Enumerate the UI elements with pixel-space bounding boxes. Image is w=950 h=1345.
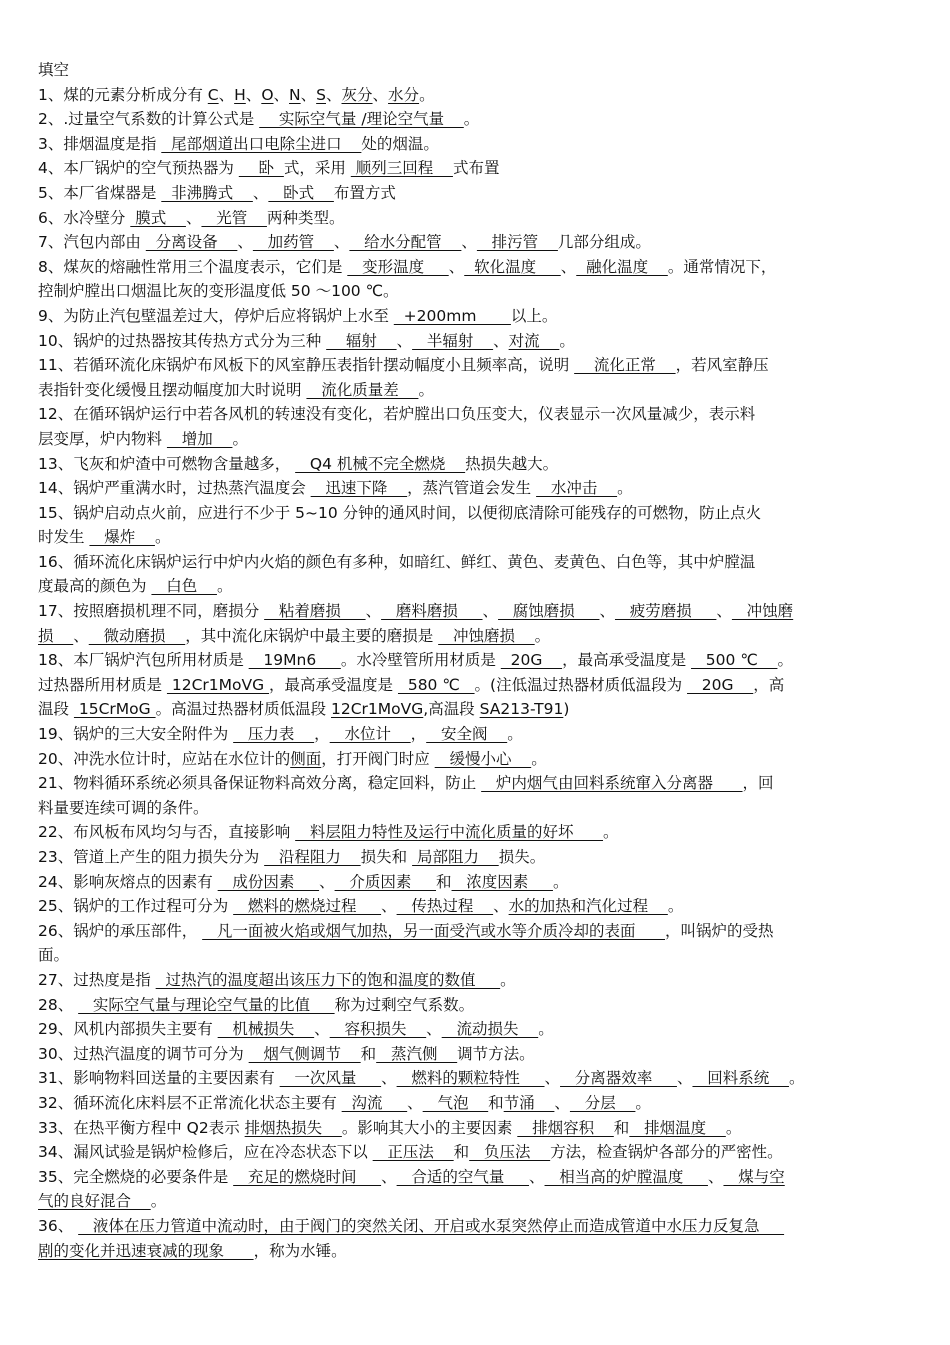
answer-blank: 尾部烟道出口电除尘进口 [161, 134, 362, 153]
answer-blank: 实际空气量与理论空气量的比值 [78, 995, 335, 1014]
question-text: ，称为水锤。 [253, 1241, 347, 1260]
text-line [38, 943, 918, 968]
question-text: ，若风室静压 [675, 356, 769, 375]
answer-blank: 安全阀 [426, 725, 508, 744]
text-line [38, 845, 918, 870]
question-text: 33、在热平衡方程中 Q2表示 [38, 1118, 245, 1137]
text-line [38, 599, 918, 624]
question-text: 。 [150, 1192, 167, 1211]
answer-blank: 合适的空气量 [396, 1167, 530, 1186]
question-text: 、 [185, 208, 202, 227]
question-text: ，回 [742, 774, 774, 793]
answer-blank: 侧面 [290, 749, 322, 768]
question-text: 。高温过热器材质低温段 [155, 700, 332, 719]
question-text: 。(注低温过热器材质低温段为 [474, 675, 688, 694]
question-text: 16、循环流化床锅炉运行中炉内火焰的颜色有多种，如暗红、鲜红、黄色、麦黄色、白色等，其中炉膛温 [38, 552, 756, 571]
answer-blank: 水位计 [329, 725, 411, 744]
text-line [38, 329, 918, 354]
question-text: 、 [381, 897, 397, 916]
answer-blank: 燃料的颗粒特性 [396, 1069, 545, 1088]
question-text: 、 [252, 183, 269, 202]
answer-blank: 成份因素 [217, 872, 320, 891]
answer-blank: 软化温度 [464, 257, 561, 276]
question-text: 。 [538, 1020, 554, 1039]
question-text: 1、煤的元素分析成分有 [38, 85, 208, 104]
question-text: 、 [676, 1069, 693, 1088]
question-text: 、 [273, 85, 290, 104]
text-line [38, 378, 918, 403]
question-text: 、 [73, 626, 89, 645]
question-text: 料量要连续可调的条件。 [38, 798, 209, 817]
text-line [38, 1189, 918, 1214]
answer-blank: C [207, 85, 219, 104]
answer-blank: 水冲击 [536, 479, 618, 498]
text-line [38, 574, 918, 599]
answer-blank: 回料系统 [692, 1069, 789, 1088]
answer-blank: 气泡 [422, 1093, 489, 1112]
question-text: 。 [463, 110, 480, 129]
question-text: 和 [360, 1044, 377, 1063]
answer-blank: 半辐射 [412, 331, 494, 350]
question-text: 和 [488, 1093, 504, 1112]
question-text: 21、物料循环系统必须具备保证物料高效分离，稳定回料，防止 [38, 774, 482, 793]
text-line [38, 83, 918, 108]
answer-blank: 机械损失 [217, 1020, 315, 1039]
question-text: 时发生 [38, 528, 90, 547]
answer-blank: 顺列三回程 [350, 159, 453, 178]
question-text: 、 [365, 602, 382, 621]
answer-blank: 白色 [151, 577, 217, 596]
answer-blank: 排烟温度 [629, 1118, 726, 1137]
question-text: 、 [544, 1069, 561, 1088]
question-text: 14、锅炉严重满水时，过热蒸汽温度会 [38, 479, 311, 498]
text-line [38, 1116, 918, 1141]
text-line [38, 870, 918, 895]
answer-blank: 燃料的燃烧过程 [233, 897, 382, 916]
question-text: 。 [507, 725, 523, 744]
question-text: 18、本厂锅炉汽包所用材质是 [38, 651, 249, 670]
answer-blank: 气的良好混合 [38, 1192, 151, 1211]
question-text: 28、 [38, 995, 79, 1014]
question-text: 、 [407, 1093, 423, 1112]
question-text: 热损失越大。 [465, 454, 559, 473]
answer-blank: 介质因素 [334, 872, 437, 891]
text-line [38, 648, 918, 673]
text-line [38, 796, 918, 821]
question-text: 22、布风板布风均匀与否，直接影响 [38, 823, 296, 842]
question-text: 。影响其大小的主要因素 [341, 1118, 518, 1137]
question-text: 4、本厂锅炉的空气预热器为 [38, 159, 239, 178]
answer-blank: N [289, 85, 301, 104]
answer-blank: 给水分配管 [349, 233, 462, 252]
question-text: 12、在循环锅炉运行中若各风机的转速没有变化，若炉膛出口负压变大，仪表显示一次风量减少，表示料 [38, 405, 756, 424]
question-text: 。 [500, 970, 516, 989]
text-line [38, 402, 918, 427]
answer-blank: +200mm [393, 306, 511, 325]
document-body [38, 58, 918, 1263]
text-line [38, 230, 918, 255]
answer-blank: 变形温度 [347, 257, 449, 276]
question-text: 、 [300, 85, 317, 104]
answer-blank: 冲蚀磨 [731, 602, 794, 621]
question-text: 17、按照磨损机理不同，磨损分 [38, 602, 265, 621]
answer-blank: 迅速下降 [310, 479, 408, 498]
question-text: 。 [232, 429, 248, 448]
question-text: 、 [381, 1069, 397, 1088]
answer-blank: 19Mn6 [248, 651, 341, 670]
answer-blank: 相当高的炉膛温度 [544, 1167, 708, 1186]
question-text: 过热器所用材质是 [38, 675, 167, 694]
answer-blank: O [261, 85, 274, 104]
question-text: 、 [448, 257, 465, 276]
answer-blank: 容积损失 [329, 1020, 427, 1039]
question-text: 36、 [38, 1216, 79, 1235]
text-line [38, 1091, 918, 1116]
question-text: 。 [534, 626, 551, 645]
question-text: 表指针变化缓慢且摆动幅度加大时说明 [38, 380, 307, 399]
text-line [38, 993, 918, 1018]
question-text: 、 [529, 1167, 545, 1186]
question-text: 。 [552, 872, 569, 891]
answer-blank: 浓度因素 [451, 872, 553, 891]
text-line [38, 1066, 918, 1091]
text-line [38, 427, 918, 452]
question-text: 、 [482, 602, 499, 621]
text-line [38, 673, 918, 698]
answer-blank: 12Cr1MoVG [331, 700, 424, 719]
answer-blank: 沿程阻力 [264, 848, 361, 866]
question-text: 、 [381, 1167, 397, 1186]
question-text: 、 [707, 1167, 724, 1186]
text-line [38, 255, 918, 280]
answer-blank: 20G [500, 651, 563, 670]
answer-blank: 分离设备 [145, 233, 238, 252]
text-line [38, 894, 918, 919]
text-line [38, 722, 918, 747]
answer-blank: 580 ℃ [397, 675, 475, 694]
question-text: 、 [237, 233, 253, 252]
text-line [38, 697, 918, 722]
answer-blank: H [234, 85, 246, 104]
text-line [38, 525, 918, 550]
question-text: 称为过剩空气系数。 [334, 995, 475, 1014]
question-text: 、 [218, 85, 235, 104]
question-text: 20、冲洗水位计时，应站在水位计的 [38, 749, 291, 768]
text-line [38, 452, 918, 477]
question-text: 8、煤灰的熔融性常用三个温度表示，它们是 [38, 257, 348, 276]
question-text: 、 [554, 1093, 570, 1112]
question-text: ，蒸汽管道会发生 [407, 479, 537, 498]
answer-blank: 水的加热和汽化过程 [508, 897, 668, 916]
text-line [38, 304, 918, 329]
question-text: 以上。 [510, 306, 558, 325]
text-line [38, 1165, 918, 1190]
question-text: 27、过热度是指 [38, 970, 156, 989]
question-text: 和 [613, 1118, 630, 1137]
question-text: 7、汽包内部由 [38, 233, 146, 252]
question-text: ) [563, 700, 570, 719]
question-text: ， [410, 725, 427, 744]
question-text: 。 [617, 479, 633, 498]
question-text: 、 [599, 602, 615, 621]
question-text: 方法，检查锅炉各部分的严密性。 [550, 1143, 783, 1162]
text-line [38, 156, 918, 181]
question-text: 24、影响灰熔点的因素有 [38, 872, 218, 891]
question-text: 、 [372, 85, 389, 104]
question-text: 。 [603, 823, 619, 842]
answer-blank: 剧的变化并迅速衰减的现象 [38, 1241, 254, 1260]
text-line [38, 279, 918, 304]
question-text: 、 [314, 1020, 330, 1039]
question-text: 式，采用 [283, 159, 351, 178]
question-text: 、 [560, 257, 577, 276]
question-text: 控制炉膛出口烟温比灰的变形温度低 50 ～100 ℃。 [38, 282, 399, 301]
question-text: ，最高承受温度是 [562, 651, 692, 670]
question-text: 、 [426, 1020, 442, 1039]
question-text: 11、若循环流化床锅炉布风板下的风室静压表指针摆动幅度小且频率高，说明 [38, 356, 575, 375]
question-text: 和 [436, 872, 452, 891]
answer-blank: 流化正常 [574, 356, 676, 375]
text-line [38, 476, 918, 501]
text-line [38, 1140, 918, 1165]
answer-blank: 实际空气量 /理论空气量 [259, 110, 464, 129]
question-text: 15、锅炉启动点火前，应进行不少于 5~10 分钟的通风时间，以便彻底清除可能残存的可燃物，防止点火 [38, 503, 762, 522]
answer-blank: 过热汽的温度超出该压力下的饱和温度的数值 [155, 970, 501, 989]
text-line [38, 132, 918, 157]
answer-blank: 增加 [166, 429, 233, 448]
question-text: 和 [453, 1143, 470, 1162]
question-text: 2、.过量空气系数的计算公式是 [38, 110, 260, 129]
text-line [38, 1042, 918, 1067]
answer-blank: 压力表 [233, 725, 315, 744]
answer-blank: 充足的燃烧时间 [233, 1167, 382, 1186]
answer-blank: 损 [38, 626, 74, 645]
question-text: ,高温段 [423, 700, 480, 719]
answer-blank: 12Cr1MoVG [166, 675, 270, 694]
answer-blank: 非沸腾式 [161, 183, 253, 202]
question-text: 、 [319, 872, 335, 891]
question-text: 布置方式 [333, 183, 396, 202]
answer-blank: 冲蚀磨损 [438, 626, 535, 645]
question-text: 、 [716, 602, 732, 621]
answer-blank: 排烟热损失 [244, 1118, 342, 1137]
question-text: 13、飞灰和炉渣中可燃物含量越多， [38, 454, 296, 473]
answer-blank: 卧 [238, 159, 284, 178]
question-text: ，其中流化床锅炉中最主要的磨损是 [185, 626, 439, 645]
question-text: 层变厚，炉内物料 [38, 429, 167, 448]
answer-blank: 磨料磨损 [381, 602, 483, 621]
question-text: 25、锅炉的工作过程可分为 [38, 897, 234, 916]
text-line [38, 550, 918, 575]
answer-blank: 分离器效率 [560, 1069, 677, 1088]
text-line [38, 747, 918, 772]
question-text: 10、锅炉的过热器按其传热方式分为三种 [38, 331, 327, 350]
text-line [38, 820, 918, 845]
question-text: 度最高的颜色为 [38, 577, 152, 596]
answer-blank: 沟流 [341, 1093, 408, 1112]
question-text: 两种类型。 [266, 208, 345, 227]
question-text: 19、锅炉的三大安全附件为 [38, 725, 234, 744]
question-text: 温段 [38, 700, 74, 719]
question-text: 。 [635, 1093, 651, 1112]
section-heading [38, 58, 918, 83]
answer-blank: 加药管 [252, 233, 334, 252]
question-text: 6、水冷壁分 [38, 208, 131, 227]
answer-blank: 液体在压力管道中流动时，由于阀门的突然关闭、开启或水泵突然停止而造成管道中水压力反复急 [78, 1216, 785, 1235]
question-text: 损失和 [360, 848, 413, 866]
answer-blank: 节涌 [503, 1093, 555, 1112]
answer-blank: SA213-T91 [479, 700, 564, 719]
question-text: 填空 [38, 61, 70, 79]
question-text: 。 [418, 380, 434, 399]
question-text: ，叫锅炉的受热 [665, 921, 774, 940]
text-line [38, 771, 918, 796]
answer-blank: 排污管 [476, 233, 558, 252]
answer-blank: 爆炸 [89, 528, 155, 547]
text-line [38, 1239, 918, 1264]
answer-blank: 灰分 [341, 85, 373, 104]
answer-blank: 局部阻力 [412, 848, 499, 866]
question-text: ，高 [753, 675, 785, 694]
question-text: 。 [531, 749, 547, 768]
question-text: 。通常情况下， [667, 257, 777, 276]
question-text: ，打开阀门时应 [321, 749, 435, 768]
question-text: 32、循环流化床料层不正常流化状态主要有 [38, 1093, 342, 1112]
text-line [38, 919, 918, 944]
question-text: 3、排烟温度是指 [38, 134, 162, 153]
answer-blank: 粘着磨损 [264, 602, 366, 621]
answer-blank: 缓慢小心 [434, 749, 532, 768]
question-text: 。 [559, 331, 575, 350]
question-text: ，最高承受温度是 [269, 675, 398, 694]
question-text: 式布置 [452, 159, 500, 178]
question-text: 、 [493, 897, 509, 916]
question-text: 几部分组成。 [557, 233, 651, 252]
answer-blank: 辐射 [326, 331, 397, 350]
answer-blank: 排烟容积 [517, 1118, 614, 1137]
question-text: 31、影响物料回送量的主要因素有 [38, 1069, 280, 1088]
question-text: 。 [725, 1118, 742, 1137]
text-line [38, 968, 918, 993]
question-text: 34、漏风试验是锅炉检修后，应在冷态状态下以 [38, 1143, 373, 1162]
answer-blank: 传热过程 [396, 897, 494, 916]
question-text: 处的烟温。 [361, 134, 439, 153]
question-text: 。 [419, 85, 435, 104]
answer-blank: 蒸汽侧 [376, 1044, 458, 1063]
answer-blank: 煤与空 [723, 1167, 785, 1186]
answer-blank: 500 ℃ [691, 651, 778, 670]
text-line [38, 1017, 918, 1042]
question-text: 、 [493, 331, 509, 350]
answer-blank: 料层阻力特性及运行中流化质量的好坏 [295, 823, 604, 842]
answer-blank: 负压法 [469, 1143, 551, 1162]
answer-blank: 膜式 [130, 208, 186, 227]
text-line [38, 107, 918, 132]
answer-blank: 流动损失 [441, 1020, 539, 1039]
answer-blank: 正压法 [372, 1143, 454, 1162]
question-text: 、 [461, 233, 477, 252]
question-text: 35、完全燃烧的必要条件是 [38, 1167, 234, 1186]
text-line [38, 353, 918, 378]
answer-blank: 融化温度 [576, 257, 668, 276]
question-text: 。 [788, 1069, 805, 1088]
answer-blank: 炉内烟气由回料系统窜入分离器 [481, 774, 743, 793]
answer-blank: 流化质量差 [306, 380, 419, 399]
answer-blank: 一次风量 [279, 1069, 382, 1088]
answer-blank: S [316, 85, 326, 104]
answer-blank: 水分 [388, 85, 420, 104]
question-text: 、 [326, 85, 342, 104]
text-line [38, 1214, 918, 1239]
question-text: 、 [245, 85, 262, 104]
text-line [38, 181, 918, 206]
question-text: 、 [333, 233, 350, 252]
answer-blank: 腐蚀磨损 [498, 602, 600, 621]
answer-blank: 卧式 [268, 183, 334, 202]
question-text: 。 [154, 528, 171, 547]
answer-blank: 烟气侧调节 [248, 1044, 361, 1063]
question-text: 29、风机内部损失主要有 [38, 1020, 218, 1039]
question-text: 30、过热汽温度的调节可分为 [38, 1044, 249, 1063]
question-text: 损失。 [498, 848, 546, 866]
question-text: 。 [777, 651, 793, 670]
question-text: 。水冷壁管所用材质是 [340, 651, 501, 670]
question-text: 9、为防止汽包壁温差过大，停炉后应将锅炉上水至 [38, 306, 394, 325]
answer-blank: 分层 [569, 1093, 636, 1112]
question-text: 26、锅炉的承压部件， [38, 921, 203, 940]
answer-blank: 15CrMoG [73, 700, 156, 719]
answer-blank: 微动磨损 [88, 626, 186, 645]
question-text: 调节方法。 [457, 1044, 535, 1063]
question-text: 5、本厂省煤器是 [38, 183, 162, 202]
answer-blank: 对流 [508, 331, 560, 350]
answer-blank: 疲劳磨损 [614, 602, 717, 621]
answer-blank: Q4 机械不完全燃烧 [295, 454, 466, 473]
text-line [38, 624, 918, 649]
answer-blank: 凡一面被火焰或烟气加热，另一面受汽或水等介质冷却的表面 [202, 921, 666, 940]
answer-blank: 20G [687, 675, 754, 694]
text-line [38, 501, 918, 526]
answer-blank: 光管 [201, 208, 267, 227]
question-text: 23、管道上产生的阻力损失分为 [38, 848, 265, 866]
question-text: 。 [216, 577, 233, 596]
question-text: 面。 [38, 946, 70, 965]
text-line [38, 206, 918, 231]
question-text: 。 [667, 897, 684, 916]
question-text: 、 [396, 331, 413, 350]
question-text: ， [314, 725, 330, 744]
